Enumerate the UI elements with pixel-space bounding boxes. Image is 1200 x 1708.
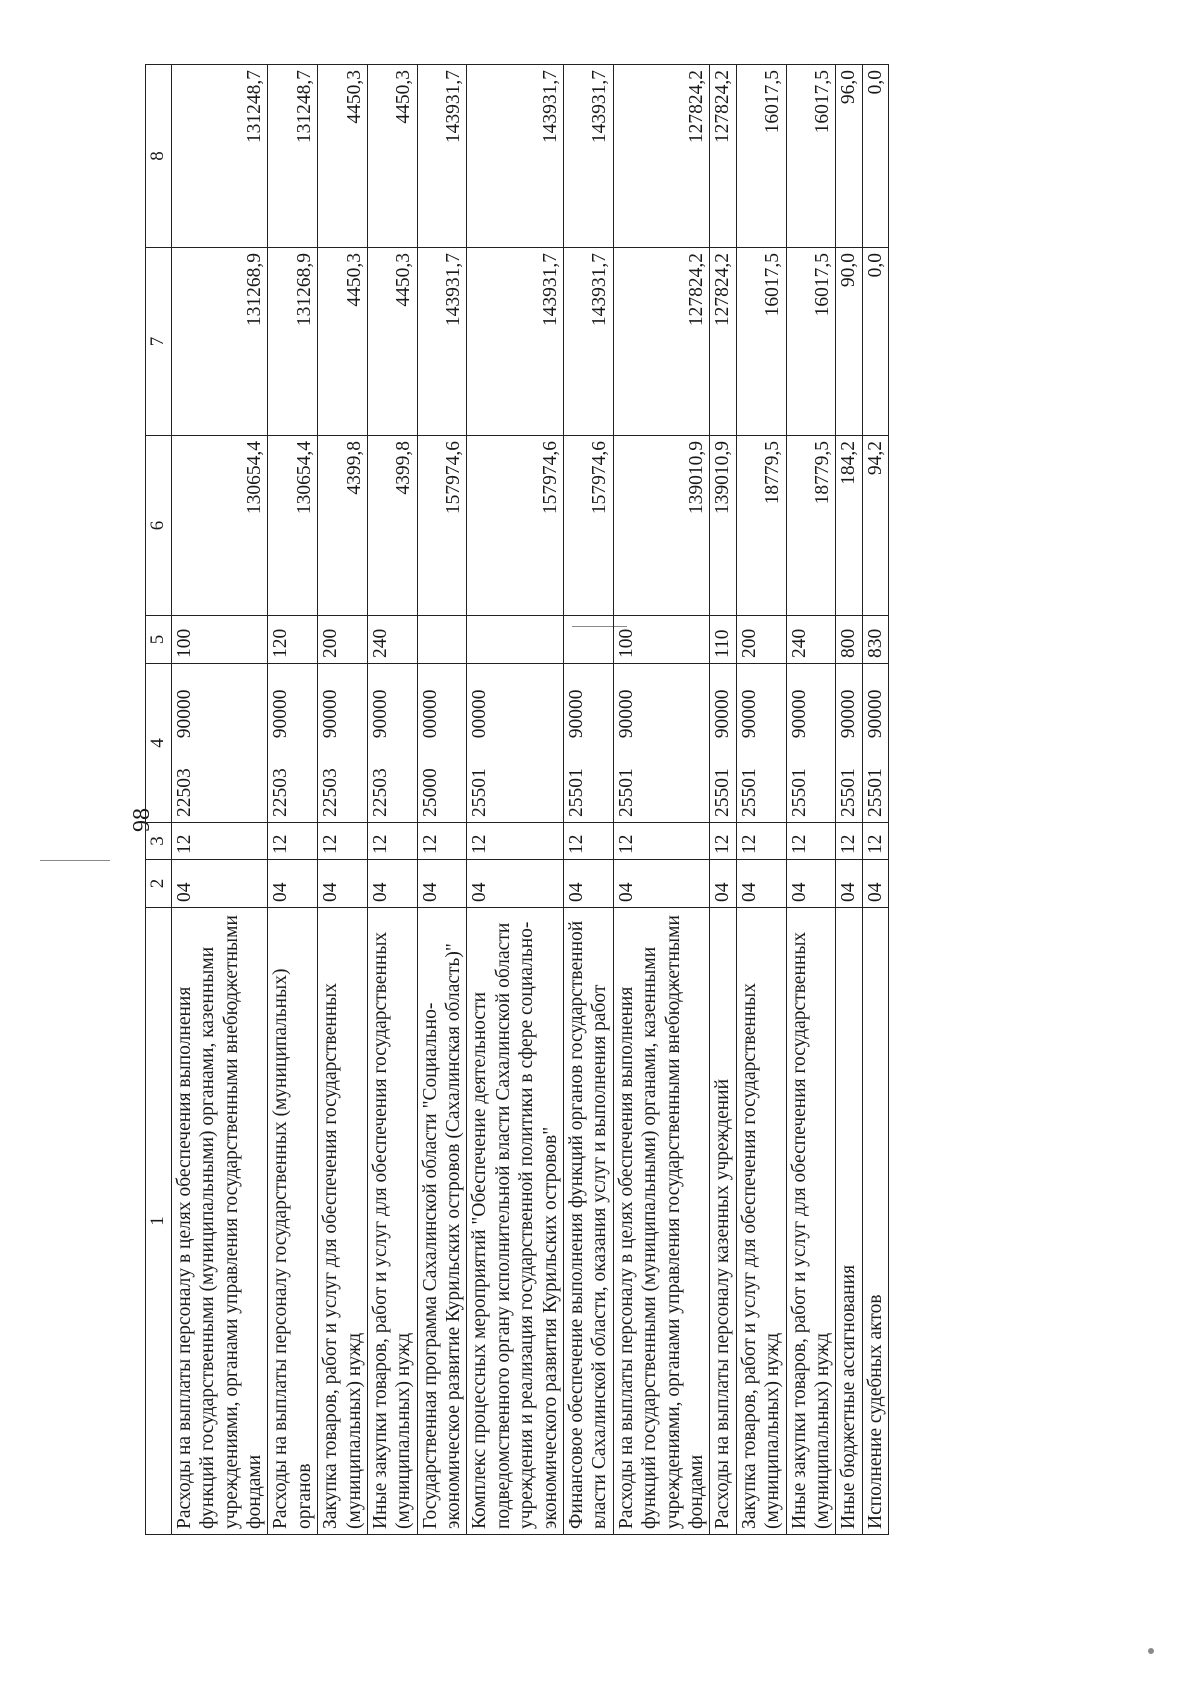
section-code: 04 <box>862 860 888 908</box>
header-cell: 7 <box>146 248 172 436</box>
expense-type-code: 830 <box>862 616 888 664</box>
amount-col-8: 127824,2 <box>613 65 710 248</box>
table-row <box>417 65 467 1535</box>
amount-col-7: 131268,9 <box>268 248 318 436</box>
expense-type-code: 200 <box>736 616 786 664</box>
header-cell: 6 <box>146 436 172 616</box>
section-code: 04 <box>736 860 786 908</box>
row-name: Иные бюджетные ассигнования <box>836 908 862 1535</box>
target-article-part-1: 25501 <box>712 768 734 817</box>
amount-col-7: 143931,7 <box>467 248 564 436</box>
subsection-code: 12 <box>564 823 614 860</box>
table-row <box>467 65 564 1535</box>
row-name: Иные закупки товаров, работ и услуг для обеспечения государственных (муниципальных) нужд <box>786 908 836 1535</box>
amount-col-6: 139010,9 <box>710 436 736 616</box>
target-article-code <box>564 664 614 823</box>
table-row <box>862 65 888 1535</box>
amount-col-8: 4450,3 <box>318 65 368 248</box>
expense-type-code: 240 <box>786 616 836 664</box>
amount-col-6: 18779,5 <box>736 436 786 616</box>
amount-col-6: 130654,4 <box>268 436 318 616</box>
target-article-part-1: 25501 <box>738 768 760 817</box>
amount-col-7: 4450,3 <box>367 248 417 436</box>
table-row <box>786 65 836 1535</box>
row-name: Закупка товаров, работ и услуг для обеспечения государственных (муниципальных) нужд <box>736 908 786 1535</box>
header-cell: 2 <box>146 860 172 908</box>
scan-mark <box>1148 1648 1154 1654</box>
table-row <box>736 65 786 1535</box>
target-article-part-2: 90000 <box>838 689 860 739</box>
amount-col-8: 16017,5 <box>736 65 786 248</box>
target-article-part-1: 22503 <box>320 768 342 817</box>
amount-col-7: 16017,5 <box>736 248 786 436</box>
amount-col-8: 131248,7 <box>268 65 318 248</box>
expense-type-code: 240 <box>367 616 417 664</box>
target-article-part-1: 25000 <box>419 768 441 817</box>
amount-col-8: 143931,7 <box>417 65 467 248</box>
target-article-code <box>268 664 318 823</box>
row-name: Иные закупки товаров, работ и услуг для обеспечения государственных (муниципальных) нужд <box>367 908 417 1535</box>
amount-col-8: 4450,3 <box>367 65 417 248</box>
target-article-part-2: 90000 <box>788 689 810 739</box>
row-name: Государственная программа Сахалинской области "Социально-экономическое развитие Курильских островов (Сахалинская область)" <box>417 908 467 1535</box>
target-article-code <box>786 664 836 823</box>
expense-type-code: 100 <box>613 616 710 664</box>
target-article-code <box>710 664 736 823</box>
section-code: 04 <box>613 860 710 908</box>
target-article-part-2: 00000 <box>469 689 491 739</box>
amount-col-8: 16017,5 <box>786 65 836 248</box>
amount-col-7: 143931,7 <box>417 248 467 436</box>
scan-mark <box>40 860 110 861</box>
table-row <box>710 65 736 1535</box>
amount-col-6: 157974,6 <box>467 436 564 616</box>
amount-col-8: 143931,7 <box>467 65 564 248</box>
amount-col-7: 143931,7 <box>564 248 614 436</box>
target-article-part-2: 90000 <box>173 689 195 739</box>
subsection-code: 12 <box>268 823 318 860</box>
expense-type-code <box>417 616 467 664</box>
target-article-part-2: 00000 <box>419 689 441 739</box>
table-row <box>613 65 710 1535</box>
target-article-part-1: 22503 <box>173 768 195 817</box>
amount-col-6: 139010,9 <box>613 436 710 616</box>
section-code: 04 <box>367 860 417 908</box>
row-name: Комплекс процессных мероприятий "Обеспечение деятельности подведомственного органу исполнительной власти Сахалинской области учреждения и реализация государственной политики в сфере социально-экономического развития Курильских островов" <box>467 908 564 1535</box>
table-row <box>564 65 614 1535</box>
amount-col-6: 157974,6 <box>417 436 467 616</box>
target-article-part-1: 22503 <box>270 768 292 817</box>
amount-col-8: 131248,7 <box>171 65 268 248</box>
amount-col-6: 4399,8 <box>318 436 368 616</box>
amount-col-6: 157974,6 <box>564 436 614 616</box>
target-article-code <box>862 664 888 823</box>
row-name: Расходы на выплаты персоналу государственных (муниципальных) органов <box>268 908 318 1535</box>
target-article-part-1: 25501 <box>838 768 860 817</box>
section-code: 04 <box>417 860 467 908</box>
expense-type-code <box>564 616 614 664</box>
subsection-code: 12 <box>836 823 862 860</box>
expense-type-code: 200 <box>318 616 368 664</box>
target-article-part-2: 90000 <box>738 689 760 739</box>
row-name: Финансовое обеспечение выполнения функций органов государственной власти Сахалинской области, оказания услуг и выполнения работ <box>564 908 614 1535</box>
section-code: 04 <box>836 860 862 908</box>
amount-col-7: 16017,5 <box>786 248 836 436</box>
rotated-table-wrapper <box>145 65 1095 1535</box>
target-article-part-2: 90000 <box>566 689 588 739</box>
subsection-code: 12 <box>318 823 368 860</box>
target-article-part-2: 90000 <box>320 689 342 739</box>
target-article-part-2: 90000 <box>712 689 734 739</box>
header-cell: 1 <box>146 908 172 1535</box>
amount-col-7: 4450,3 <box>318 248 368 436</box>
table-header-row <box>146 65 172 1535</box>
header-cell: 8 <box>146 65 172 248</box>
row-name: Исполнение судебных актов <box>862 908 888 1535</box>
amount-col-7: 0,0 <box>862 248 888 436</box>
target-article-part-1: 25501 <box>469 768 491 817</box>
target-article-part-1: 25501 <box>566 768 588 817</box>
target-article-code <box>836 664 862 823</box>
target-article-part-2: 90000 <box>615 689 637 739</box>
amount-col-6: 94,2 <box>862 436 888 616</box>
section-code: 04 <box>786 860 836 908</box>
subsection-code: 12 <box>613 823 710 860</box>
amount-col-7: 127824,2 <box>613 248 710 436</box>
amount-col-6: 130654,4 <box>171 436 268 616</box>
amount-col-7: 90,0 <box>836 248 862 436</box>
target-article-part-1: 22503 <box>369 768 391 817</box>
subsection-code: 12 <box>171 823 268 860</box>
header-cell: 4 <box>146 664 172 823</box>
subsection-code: 12 <box>417 823 467 860</box>
section-code: 04 <box>171 860 268 908</box>
target-article-part-2: 90000 <box>864 689 886 739</box>
table-body <box>146 65 889 1535</box>
section-code: 04 <box>268 860 318 908</box>
table-row <box>836 65 862 1535</box>
subsection-code: 12 <box>367 823 417 860</box>
target-article-code <box>367 664 417 823</box>
row-name: Закупка товаров, работ и услуг для обеспечения государственных (муниципальных) нужд <box>318 908 368 1535</box>
target-article-code <box>736 664 786 823</box>
target-article-part-2: 90000 <box>270 689 292 739</box>
table-row <box>171 65 268 1535</box>
target-article-part-1: 25501 <box>615 768 637 817</box>
target-article-code <box>613 664 710 823</box>
expense-type-code: 120 <box>268 616 318 664</box>
subsection-code: 12 <box>467 823 564 860</box>
table-row <box>367 65 417 1535</box>
table-row <box>318 65 368 1535</box>
amount-col-8: 143931,7 <box>564 65 614 248</box>
target-article-code <box>417 664 467 823</box>
header-cell: 3 <box>146 823 172 860</box>
amount-col-8: 0,0 <box>862 65 888 248</box>
target-article-code <box>318 664 368 823</box>
budget-table <box>145 64 889 1535</box>
header-cell: 5 <box>146 616 172 664</box>
row-name: Расходы на выплаты персоналу казенных учреждений <box>710 908 736 1535</box>
target-article-part-2: 90000 <box>369 689 391 739</box>
target-article-code <box>171 664 268 823</box>
subsection-code: 12 <box>710 823 736 860</box>
table-row <box>268 65 318 1535</box>
expense-type-code: 800 <box>836 616 862 664</box>
target-article-part-1: 25501 <box>864 768 886 817</box>
section-code: 04 <box>318 860 368 908</box>
target-article-part-1: 25501 <box>788 768 810 817</box>
target-article-code <box>467 664 564 823</box>
expense-type-code: 100 <box>171 616 268 664</box>
section-code: 04 <box>710 860 736 908</box>
amount-col-7: 131268,9 <box>171 248 268 436</box>
expense-type-code: 110 <box>710 616 736 664</box>
amount-col-7: 127824,2 <box>710 248 736 436</box>
row-name: Расходы на выплаты персоналу в целях обеспечения выполнения функций государственными (муниципальными) органами, казенными учреждениями, органами управления государственными внебюджетными фондами <box>171 908 268 1535</box>
amount-col-6: 18779,5 <box>786 436 836 616</box>
subsection-code: 12 <box>862 823 888 860</box>
amount-col-8: 127824,2 <box>710 65 736 248</box>
section-code: 04 <box>467 860 564 908</box>
amount-col-6: 184,2 <box>836 436 862 616</box>
subsection-code: 12 <box>786 823 836 860</box>
page-number: 98 <box>128 808 155 832</box>
row-name: Расходы на выплаты персоналу в целях обеспечения выполнения функций государственными (муниципальными) органами, казенными учреждениями, органами управления государственными внебюджетными фондами <box>613 908 710 1535</box>
subsection-code: 12 <box>736 823 786 860</box>
expense-type-code <box>467 616 564 664</box>
section-code: 04 <box>564 860 614 908</box>
amount-col-8: 96,0 <box>836 65 862 248</box>
amount-col-6: 4399,8 <box>367 436 417 616</box>
